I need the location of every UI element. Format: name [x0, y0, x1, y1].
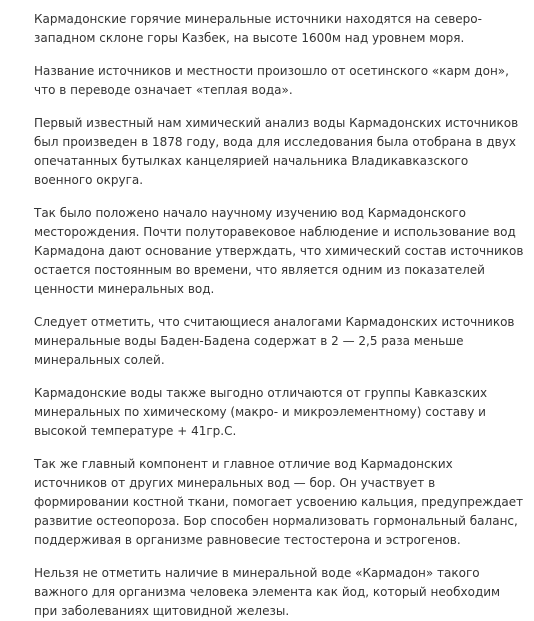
article-body: [34, 10, 524, 621]
paragraph-boron: Так же главный компонент и главное отличие вод Кармадонских источников от других минеральных вод — бор. Он участвует в формировании костной ткани, помогает усвоению кальция, предупреждает развитие остеопороза. Бор способен нормализовать гормональный баланс, поддерживая в организме равновесие тестостерона и эстрогенов.: [34, 457, 524, 547]
paragraph-location: Кармадонские горячие минеральные источники находятся на северо-западном склоне горы Казбек, на высоте 1600м над уровнем моря.: [34, 12, 482, 45]
paragraph-baden-baden: Следует отметить, что считающиеся аналогами Кармадонских источников минеральные воды Баден-Бадена содержат в 2 — 2,5 раза меньше минеральных солей.: [34, 315, 515, 367]
paragraph-composition: Кармадонские воды также выгодно отличаются от группы Кавказских минеральных по химическому (макро- и микроэлементному) составу и высокой температуре + 41гр.С.: [34, 386, 488, 438]
paragraph-first-analysis: Первый известный нам химический анализ воды Кармадонских источников был произведен в 1878 году, вода для исследования была отобрана в двух опечатанных бутылках канцелярией начальника Владикавказского военного округа.: [34, 116, 519, 187]
paragraph-iodine: Нельзя не отметить наличие в минеральной воде «Кармадон» такого важного для организма человека элемента как йод, который необходим при заболеваниях щитовидной железы.: [34, 566, 501, 618]
paragraph-name-origin: Название источников и местности произошло от осетинского «карм дон», что в переводе означает «теплая вода».: [34, 64, 509, 97]
paragraph-research-history: Так было положено начало научному изучению вод Кармадонского месторождения. Почти полуторавековое наблюдение и использование вод Кармадона дают основание утверждать, что химический состав источников остается постоянным во времени, что является одним из показателей ценности минеральных вод.: [34, 206, 524, 296]
